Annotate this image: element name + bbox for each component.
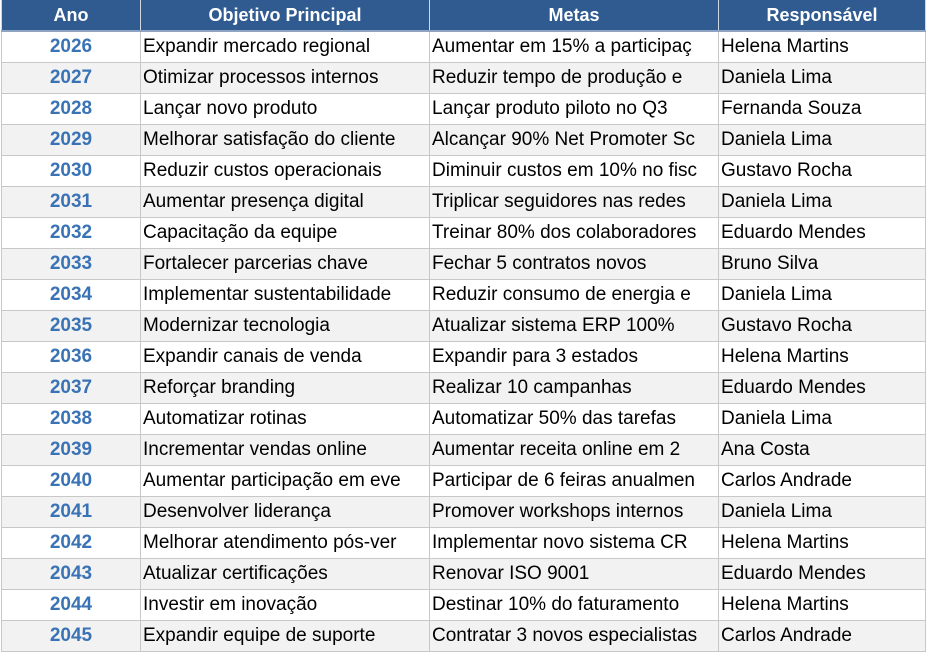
cell-year[interactable]: 2041 [2, 497, 141, 528]
cell-owner[interactable]: Daniela Lima [719, 125, 926, 156]
table-row [2, 218, 926, 249]
cell-year[interactable]: 2044 [2, 590, 141, 621]
header-goals[interactable]: Metas [430, 0, 719, 31]
table-row [2, 528, 926, 559]
cell-owner[interactable]: Helena Martins [719, 528, 926, 559]
cell-objective[interactable]: Expandir canais de venda [141, 342, 430, 373]
cell-goals[interactable]: Implementar novo sistema CR [430, 528, 719, 559]
cell-objective[interactable]: Capacitação da equipe [141, 218, 430, 249]
table-row [2, 63, 926, 94]
cell-year[interactable]: 2029 [2, 125, 141, 156]
cell-goals[interactable]: Reduzir consumo de energia e [430, 280, 719, 311]
cell-goals[interactable]: Participar de 6 feiras anualmen [430, 466, 719, 497]
cell-year[interactable]: 2038 [2, 404, 141, 435]
cell-owner[interactable]: Fernanda Souza [719, 94, 926, 125]
cell-goals[interactable]: Promover workshops internos [430, 497, 719, 528]
header-row [2, 0, 926, 31]
cell-objective[interactable]: Investir em inovação [141, 590, 430, 621]
table-row [2, 497, 926, 528]
cell-owner[interactable]: Ana Costa [719, 435, 926, 466]
cell-goals[interactable]: Expandir para 3 estados [430, 342, 719, 373]
cell-goals[interactable]: Atualizar sistema ERP 100% [430, 311, 719, 342]
cell-year[interactable]: 2043 [2, 559, 141, 590]
cell-goals[interactable]: Renovar ISO 9001 [430, 559, 719, 590]
cell-objective[interactable]: Fortalecer parcerias chave [141, 249, 430, 280]
cell-owner[interactable]: Daniela Lima [719, 404, 926, 435]
cell-objective[interactable]: Incrementar vendas online [141, 435, 430, 466]
table-row [2, 31, 926, 63]
table-row [2, 342, 926, 373]
cell-year[interactable]: 2034 [2, 280, 141, 311]
cell-objective[interactable]: Aumentar participação em eve [141, 466, 430, 497]
cell-goals[interactable]: Realizar 10 campanhas [430, 373, 719, 404]
cell-objective[interactable]: Lançar novo produto [141, 94, 430, 125]
cell-objective[interactable]: Expandir mercado regional [141, 31, 430, 63]
cell-objective[interactable]: Atualizar certificações [141, 559, 430, 590]
cell-owner[interactable]: Carlos Andrade [719, 621, 926, 652]
table-row [2, 311, 926, 342]
header-owner[interactable]: Responsável [719, 0, 926, 31]
cell-year[interactable]: 2031 [2, 187, 141, 218]
cell-owner[interactable]: Daniela Lima [719, 497, 926, 528]
cell-year[interactable]: 2036 [2, 342, 141, 373]
table-row [2, 590, 926, 621]
cell-objective[interactable]: Otimizar processos internos [141, 63, 430, 94]
cell-objective[interactable]: Melhorar atendimento pós-ver [141, 528, 430, 559]
table-row [2, 280, 926, 311]
cell-owner[interactable]: Eduardo Mendes [719, 373, 926, 404]
cell-owner[interactable]: Eduardo Mendes [719, 218, 926, 249]
table-row [2, 249, 926, 280]
cell-year[interactable]: 2030 [2, 156, 141, 187]
cell-year[interactable]: 2027 [2, 63, 141, 94]
cell-goals[interactable]: Destinar 10% do faturamento [430, 590, 719, 621]
cell-objective[interactable]: Automatizar rotinas [141, 404, 430, 435]
cell-owner[interactable]: Daniela Lima [719, 63, 926, 94]
cell-objective[interactable]: Reforçar branding [141, 373, 430, 404]
cell-year[interactable]: 2033 [2, 249, 141, 280]
cell-owner[interactable]: Helena Martins [719, 342, 926, 373]
table-row [2, 156, 926, 187]
cell-year[interactable]: 2037 [2, 373, 141, 404]
cell-owner[interactable]: Gustavo Rocha [719, 311, 926, 342]
table-row [2, 373, 926, 404]
table-row [2, 404, 926, 435]
cell-year[interactable]: 2032 [2, 218, 141, 249]
table-row [2, 559, 926, 590]
cell-goals[interactable]: Aumentar em 15% a participaç [430, 31, 719, 63]
cell-goals[interactable]: Aumentar receita online em 2 [430, 435, 719, 466]
cell-owner[interactable]: Helena Martins [719, 590, 926, 621]
cell-year[interactable]: 2035 [2, 311, 141, 342]
cell-year[interactable]: 2042 [2, 528, 141, 559]
cell-year[interactable]: 2026 [2, 31, 141, 63]
header-objective[interactable]: Objetivo Principal [141, 0, 430, 31]
cell-objective[interactable]: Desenvolver liderança [141, 497, 430, 528]
table-row [2, 435, 926, 466]
table-row [2, 466, 926, 497]
cell-objective[interactable]: Reduzir custos operacionais [141, 156, 430, 187]
cell-owner[interactable]: Carlos Andrade [719, 466, 926, 497]
table-row [2, 125, 926, 156]
cell-year[interactable]: 2028 [2, 94, 141, 125]
cell-owner[interactable]: Helena Martins [719, 31, 926, 63]
cell-goals[interactable]: Automatizar 50% das tarefas [430, 404, 719, 435]
cell-goals[interactable]: Lançar produto piloto no Q3 [430, 94, 719, 125]
table-row [2, 621, 926, 652]
cell-goals[interactable]: Fechar 5 contratos novos [430, 249, 719, 280]
cell-owner[interactable]: Gustavo Rocha [719, 156, 926, 187]
cell-owner[interactable]: Bruno Silva [719, 249, 926, 280]
cell-owner[interactable]: Daniela Lima [719, 280, 926, 311]
cell-objective[interactable]: Melhorar satisfação do cliente [141, 125, 430, 156]
cell-objective[interactable]: Modernizar tecnologia [141, 311, 430, 342]
cell-goals[interactable]: Triplicar seguidores nas redes [430, 187, 719, 218]
cell-year[interactable]: 2040 [2, 466, 141, 497]
cell-year[interactable]: 2039 [2, 435, 141, 466]
cell-goals[interactable]: Contratar 3 novos especialistas [430, 621, 719, 652]
table-row [2, 94, 926, 125]
cell-goals[interactable]: Alcançar 90% Net Promoter Sc [430, 125, 719, 156]
header-year[interactable]: Ano [2, 0, 141, 31]
cell-objective[interactable]: Expandir equipe de suporte [141, 621, 430, 652]
cell-goals[interactable]: Treinar 80% dos colaboradores [430, 218, 719, 249]
table-body [2, 31, 926, 652]
cell-objective[interactable]: Aumentar presença digital [141, 187, 430, 218]
cell-owner[interactable]: Daniela Lima [719, 187, 926, 218]
cell-year[interactable]: 2045 [2, 621, 141, 652]
table-row [2, 187, 926, 218]
planning-table [1, 0, 926, 652]
cell-objective[interactable]: Implementar sustentabilidade [141, 280, 430, 311]
cell-owner[interactable]: Eduardo Mendes [719, 559, 926, 590]
cell-goals[interactable]: Diminuir custos em 10% no fisc [430, 156, 719, 187]
cell-goals[interactable]: Reduzir tempo de produção e [430, 63, 719, 94]
